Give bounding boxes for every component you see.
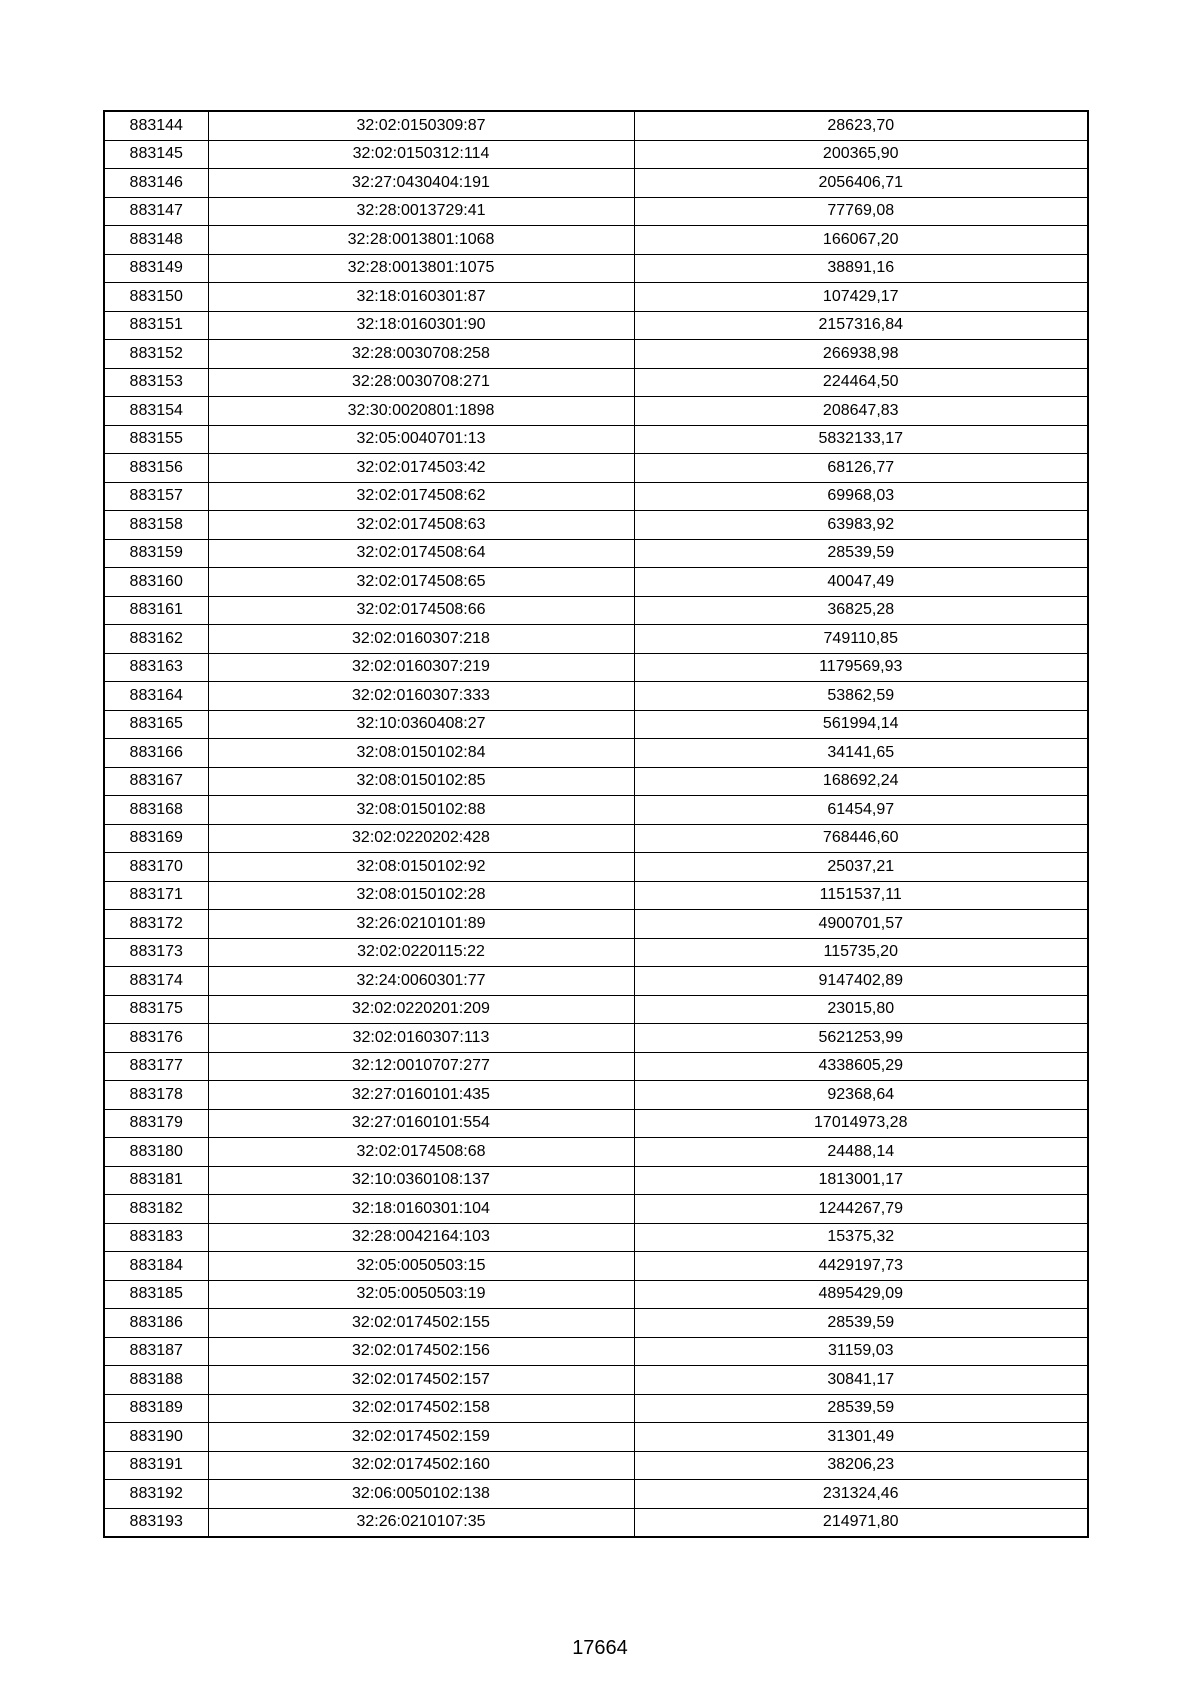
value-cell: 61454,97 <box>634 796 1088 825</box>
table-row <box>104 938 1088 967</box>
row-number-cell: 883156 <box>104 454 208 483</box>
cadastral-number-cell: 32:26:0210107:35 <box>208 1508 634 1537</box>
row-number-cell: 883147 <box>104 197 208 226</box>
value-cell: 107429,17 <box>634 283 1088 312</box>
table-row <box>104 568 1088 597</box>
table-row <box>104 340 1088 369</box>
row-number-cell: 883170 <box>104 853 208 882</box>
value-cell: 40047,49 <box>634 568 1088 597</box>
value-cell: 24488,14 <box>634 1138 1088 1167</box>
value-cell: 5832133,17 <box>634 425 1088 454</box>
row-number-cell: 883169 <box>104 824 208 853</box>
cadastral-number-cell: 32:02:0174502:155 <box>208 1309 634 1338</box>
table-row <box>104 1451 1088 1480</box>
row-number-cell: 883184 <box>104 1252 208 1281</box>
row-number-cell: 883159 <box>104 539 208 568</box>
cadastral-number-cell: 32:08:0150102:92 <box>208 853 634 882</box>
value-cell: 749110,85 <box>634 625 1088 654</box>
value-cell: 63983,92 <box>634 511 1088 540</box>
table-row <box>104 1423 1088 1452</box>
row-number-cell: 883186 <box>104 1309 208 1338</box>
value-cell: 4429197,73 <box>634 1252 1088 1281</box>
table-row <box>104 511 1088 540</box>
table-row <box>104 1024 1088 1053</box>
table-row <box>104 169 1088 198</box>
table-row <box>104 853 1088 882</box>
value-cell: 28623,70 <box>634 111 1088 140</box>
cadastral-number-cell: 32:10:0360108:137 <box>208 1166 634 1195</box>
table-row <box>104 910 1088 939</box>
value-cell: 266938,98 <box>634 340 1088 369</box>
cadastral-number-cell: 32:30:0020801:1898 <box>208 397 634 426</box>
cadastral-number-cell: 32:26:0210101:89 <box>208 910 634 939</box>
table-row <box>104 482 1088 511</box>
table-row <box>104 111 1088 140</box>
row-number-cell: 883188 <box>104 1366 208 1395</box>
cadastral-number-cell: 32:02:0220201:209 <box>208 995 634 1024</box>
cadastral-number-cell: 32:28:0013801:1075 <box>208 254 634 283</box>
table-row <box>104 653 1088 682</box>
table-row <box>104 596 1088 625</box>
table-row <box>104 254 1088 283</box>
data-table <box>103 110 1089 1538</box>
table-row <box>104 368 1088 397</box>
row-number-cell: 883144 <box>104 111 208 140</box>
value-cell: 34141,65 <box>634 739 1088 768</box>
row-number-cell: 883157 <box>104 482 208 511</box>
row-number-cell: 883148 <box>104 226 208 255</box>
value-cell: 231324,46 <box>634 1480 1088 1509</box>
cadastral-number-cell: 32:02:0160307:113 <box>208 1024 634 1053</box>
value-cell: 15375,32 <box>634 1223 1088 1252</box>
value-cell: 31301,49 <box>634 1423 1088 1452</box>
row-number-cell: 883160 <box>104 568 208 597</box>
row-number-cell: 883173 <box>104 938 208 967</box>
value-cell: 224464,50 <box>634 368 1088 397</box>
table-row <box>104 1508 1088 1537</box>
value-cell: 28539,59 <box>634 539 1088 568</box>
cadastral-number-cell: 32:24:0060301:77 <box>208 967 634 996</box>
table-row <box>104 425 1088 454</box>
table-row <box>104 1109 1088 1138</box>
value-cell: 38891,16 <box>634 254 1088 283</box>
table-row <box>104 539 1088 568</box>
cadastral-number-cell: 32:02:0150309:87 <box>208 111 634 140</box>
cadastral-number-cell: 32:18:0160301:90 <box>208 311 634 340</box>
table-row <box>104 995 1088 1024</box>
row-number-cell: 883162 <box>104 625 208 654</box>
row-number-cell: 883145 <box>104 140 208 169</box>
value-cell: 77769,08 <box>634 197 1088 226</box>
row-number-cell: 883167 <box>104 767 208 796</box>
value-cell: 2157316,84 <box>634 311 1088 340</box>
cadastral-number-cell: 32:02:0174502:157 <box>208 1366 634 1395</box>
table-row <box>104 682 1088 711</box>
cadastral-number-cell: 32:28:0042164:103 <box>208 1223 634 1252</box>
cadastral-number-cell: 32:10:0360408:27 <box>208 710 634 739</box>
row-number-cell: 883163 <box>104 653 208 682</box>
value-cell: 25037,21 <box>634 853 1088 882</box>
value-cell: 115735,20 <box>634 938 1088 967</box>
row-number-cell: 883155 <box>104 425 208 454</box>
cadastral-number-cell: 32:28:0013801:1068 <box>208 226 634 255</box>
row-number-cell: 883187 <box>104 1337 208 1366</box>
value-cell: 166067,20 <box>634 226 1088 255</box>
cadastral-number-cell: 32:08:0150102:88 <box>208 796 634 825</box>
cadastral-number-cell: 32:02:0160307:333 <box>208 682 634 711</box>
value-cell: 53862,59 <box>634 682 1088 711</box>
row-number-cell: 883153 <box>104 368 208 397</box>
page-number: 17664 <box>572 1637 628 1659</box>
row-number-cell: 883158 <box>104 511 208 540</box>
value-cell: 214971,80 <box>634 1508 1088 1537</box>
table-row <box>104 1309 1088 1338</box>
cadastral-number-cell: 32:02:0174502:156 <box>208 1337 634 1366</box>
value-cell: 208647,83 <box>634 397 1088 426</box>
value-cell: 38206,23 <box>634 1451 1088 1480</box>
table-row <box>104 625 1088 654</box>
value-cell: 28539,59 <box>634 1309 1088 1338</box>
value-cell: 168692,24 <box>634 767 1088 796</box>
row-number-cell: 883166 <box>104 739 208 768</box>
cadastral-number-cell: 32:18:0160301:87 <box>208 283 634 312</box>
cadastral-number-cell: 32:02:0150312:114 <box>208 140 634 169</box>
cadastral-number-cell: 32:02:0174508:64 <box>208 539 634 568</box>
cadastral-number-cell: 32:02:0220115:22 <box>208 938 634 967</box>
table-row <box>104 796 1088 825</box>
table-row <box>104 881 1088 910</box>
table-row <box>104 1081 1088 1110</box>
cadastral-number-cell: 32:06:0050102:138 <box>208 1480 634 1509</box>
row-number-cell: 883174 <box>104 967 208 996</box>
cadastral-number-cell: 32:08:0150102:28 <box>208 881 634 910</box>
cadastral-number-cell: 32:02:0174502:158 <box>208 1394 634 1423</box>
table-row <box>104 1052 1088 1081</box>
cadastral-number-cell: 32:27:0160101:435 <box>208 1081 634 1110</box>
row-number-cell: 883152 <box>104 340 208 369</box>
value-cell: 1151537,11 <box>634 881 1088 910</box>
table-row <box>104 397 1088 426</box>
table-row <box>104 1252 1088 1281</box>
cadastral-number-cell: 32:27:0160101:554 <box>208 1109 634 1138</box>
table-row <box>104 1195 1088 1224</box>
row-number-cell: 883165 <box>104 710 208 739</box>
cadastral-number-cell: 32:02:0174508:68 <box>208 1138 634 1167</box>
value-cell: 28539,59 <box>634 1394 1088 1423</box>
value-cell: 9147402,89 <box>634 967 1088 996</box>
table-row <box>104 197 1088 226</box>
row-number-cell: 883178 <box>104 1081 208 1110</box>
table-row <box>104 311 1088 340</box>
row-number-cell: 883171 <box>104 881 208 910</box>
value-cell: 1179569,93 <box>634 653 1088 682</box>
row-number-cell: 883161 <box>104 596 208 625</box>
value-cell: 5621253,99 <box>634 1024 1088 1053</box>
cadastral-number-cell: 32:02:0174508:65 <box>208 568 634 597</box>
row-number-cell: 883191 <box>104 1451 208 1480</box>
row-number-cell: 883172 <box>104 910 208 939</box>
table-row <box>104 824 1088 853</box>
row-number-cell: 883179 <box>104 1109 208 1138</box>
value-cell: 2056406,71 <box>634 169 1088 198</box>
row-number-cell: 883192 <box>104 1480 208 1509</box>
table-row <box>104 140 1088 169</box>
value-cell: 200365,90 <box>634 140 1088 169</box>
table-row <box>104 226 1088 255</box>
row-number-cell: 883193 <box>104 1508 208 1537</box>
row-number-cell: 883176 <box>104 1024 208 1053</box>
table-row <box>104 739 1088 768</box>
value-cell: 23015,80 <box>634 995 1088 1024</box>
value-cell: 768446,60 <box>634 824 1088 853</box>
row-number-cell: 883168 <box>104 796 208 825</box>
cadastral-number-cell: 32:02:0160307:219 <box>208 653 634 682</box>
cadastral-number-cell: 32:27:0430404:191 <box>208 169 634 198</box>
cadastral-number-cell: 32:02:0160307:218 <box>208 625 634 654</box>
value-cell: 69968,03 <box>634 482 1088 511</box>
row-number-cell: 883180 <box>104 1138 208 1167</box>
table-row <box>104 1480 1088 1509</box>
table-row <box>104 767 1088 796</box>
cadastral-number-cell: 32:28:0030708:271 <box>208 368 634 397</box>
row-number-cell: 883146 <box>104 169 208 198</box>
cadastral-number-cell: 32:02:0174502:159 <box>208 1423 634 1452</box>
table-row <box>104 1280 1088 1309</box>
cadastral-number-cell: 32:08:0150102:85 <box>208 767 634 796</box>
cadastral-number-cell: 32:05:0050503:19 <box>208 1280 634 1309</box>
table-row <box>104 710 1088 739</box>
row-number-cell: 883182 <box>104 1195 208 1224</box>
row-number-cell: 883164 <box>104 682 208 711</box>
table-row <box>104 1366 1088 1395</box>
value-cell: 31159,03 <box>634 1337 1088 1366</box>
row-number-cell: 883189 <box>104 1394 208 1423</box>
value-cell: 17014973,28 <box>634 1109 1088 1138</box>
row-number-cell: 883154 <box>104 397 208 426</box>
value-cell: 4338605,29 <box>634 1052 1088 1081</box>
cadastral-number-cell: 32:02:0174502:160 <box>208 1451 634 1480</box>
table-row <box>104 1337 1088 1366</box>
value-cell: 92368,64 <box>634 1081 1088 1110</box>
cadastral-number-cell: 32:02:0220202:428 <box>208 824 634 853</box>
cadastral-number-cell: 32:05:0050503:15 <box>208 1252 634 1281</box>
cadastral-number-cell: 32:12:0010707:277 <box>208 1052 634 1081</box>
value-cell: 4900701,57 <box>634 910 1088 939</box>
value-cell: 68126,77 <box>634 454 1088 483</box>
table-row <box>104 1223 1088 1252</box>
cadastral-number-cell: 32:18:0160301:104 <box>208 1195 634 1224</box>
row-number-cell: 883185 <box>104 1280 208 1309</box>
row-number-cell: 883190 <box>104 1423 208 1452</box>
cadastral-number-cell: 32:02:0174508:66 <box>208 596 634 625</box>
table-row <box>104 1394 1088 1423</box>
cadastral-number-cell: 32:08:0150102:84 <box>208 739 634 768</box>
value-cell: 561994,14 <box>634 710 1088 739</box>
table-row <box>104 967 1088 996</box>
cadastral-number-cell: 32:02:0174503:42 <box>208 454 634 483</box>
value-cell: 30841,17 <box>634 1366 1088 1395</box>
row-number-cell: 883177 <box>104 1052 208 1081</box>
cadastral-number-cell: 32:28:0030708:258 <box>208 340 634 369</box>
value-cell: 1244267,79 <box>634 1195 1088 1224</box>
table-body <box>104 111 1088 1537</box>
cadastral-number-cell: 32:28:0013729:41 <box>208 197 634 226</box>
table-row <box>104 283 1088 312</box>
row-number-cell: 883183 <box>104 1223 208 1252</box>
cadastral-number-cell: 32:02:0174508:62 <box>208 482 634 511</box>
row-number-cell: 883151 <box>104 311 208 340</box>
cadastral-number-cell: 32:02:0174508:63 <box>208 511 634 540</box>
value-cell: 1813001,17 <box>634 1166 1088 1195</box>
table-row <box>104 1166 1088 1195</box>
cadastral-number-cell: 32:05:0040701:13 <box>208 425 634 454</box>
row-number-cell: 883149 <box>104 254 208 283</box>
value-cell: 36825,28 <box>634 596 1088 625</box>
row-number-cell: 883181 <box>104 1166 208 1195</box>
table-row <box>104 454 1088 483</box>
value-cell: 4895429,09 <box>634 1280 1088 1309</box>
table-row <box>104 1138 1088 1167</box>
row-number-cell: 883175 <box>104 995 208 1024</box>
row-number-cell: 883150 <box>104 283 208 312</box>
